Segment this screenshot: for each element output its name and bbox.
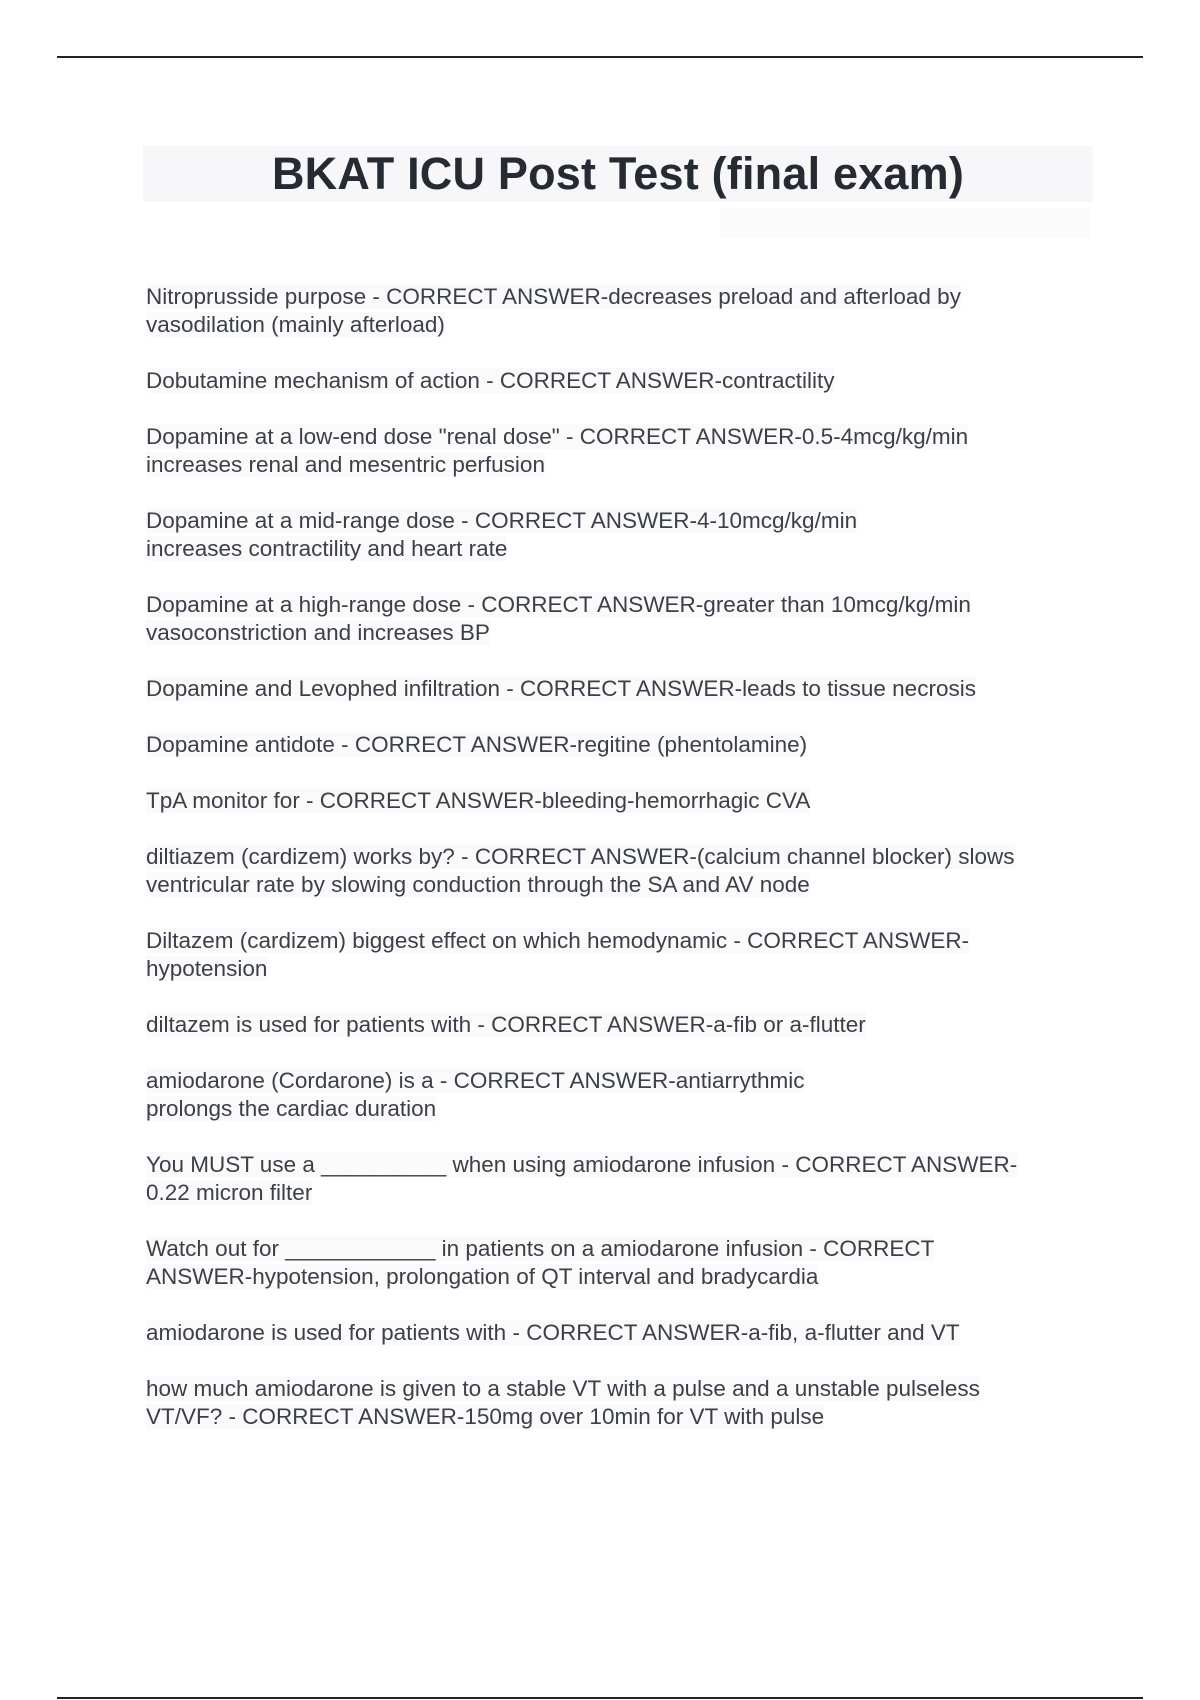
qa-item <box>146 1319 1096 1347</box>
title-shadow <box>720 208 1090 238</box>
qa-text: Dopamine antidote - CORRECT ANSWER-regitine (phentolamine) <box>146 732 808 757</box>
qa-item <box>146 1011 1096 1039</box>
qa-item <box>146 843 1096 899</box>
qa-text: Nitroprusside purpose - CORRECT ANSWER-decreases preload and afterload by <box>146 284 961 309</box>
qa-item <box>146 1067 1096 1123</box>
qa-text: diltiazem (cardizem) works by? - CORRECT ANSWER-(calcium channel blocker) slows <box>146 844 1015 869</box>
qa-item <box>146 591 1096 647</box>
qa-item <box>146 731 1096 759</box>
qa-list <box>146 283 1096 1459</box>
qa-text-continued: increases renal and mesentric perfusion <box>146 452 545 477</box>
qa-text: Dopamine at a high-range dose - CORRECT ANSWER-greater than 10mcg/kg/min <box>146 592 971 617</box>
qa-text-continued: vasoconstriction and increases BP <box>146 620 490 645</box>
qa-text-continued: ANSWER-hypotension, prolongation of QT interval and bradycardia <box>146 1264 819 1289</box>
qa-text-continued: increases contractility and heart rate <box>146 536 508 561</box>
qa-item <box>146 507 1096 563</box>
qa-item <box>146 423 1096 479</box>
qa-text: diltazem is used for patients with - CORRECT ANSWER-a-fib or a-flutter <box>146 1012 866 1037</box>
qa-text-continued: VT/VF? - CORRECT ANSWER-150mg over 10min for VT with pulse <box>146 1404 825 1429</box>
qa-item <box>146 787 1096 815</box>
qa-text-continued: prolongs the cardiac duration <box>146 1096 437 1121</box>
qa-text: TpA monitor for - CORRECT ANSWER-bleeding-hemorrhagic CVA <box>146 788 811 813</box>
qa-text: Dopamine and Levophed infiltration - CORRECT ANSWER-leads to tissue necrosis <box>146 676 976 701</box>
qa-text-continued: vasodilation (mainly afterload) <box>146 312 445 337</box>
qa-item <box>146 283 1096 339</box>
qa-text: Dobutamine mechanism of action - CORRECT ANSWER-contractility <box>146 368 835 393</box>
qa-text: how much amiodarone is given to a stable VT with a pulse and a unstable pulseless <box>146 1376 980 1401</box>
qa-text-continued: hypotension <box>146 956 268 981</box>
qa-text: Watch out for ____________ in patients on a amiodarone infusion - CORRECT <box>146 1236 935 1261</box>
qa-text: You MUST use a __________ when using amiodarone infusion - CORRECT ANSWER- <box>146 1152 1018 1177</box>
qa-text: amiodarone is used for patients with - CORRECT ANSWER-a-fib, a-flutter and VT <box>146 1320 960 1345</box>
bottom-divider <box>57 1697 1143 1699</box>
qa-item <box>146 1375 1096 1431</box>
qa-text: amiodarone (Cordarone) is a - CORRECT ANSWER-antiarrythmic <box>146 1068 805 1093</box>
qa-item <box>146 927 1096 983</box>
qa-text: Dopamine at a mid-range dose - CORRECT ANSWER-4-10mcg/kg/min <box>146 508 858 533</box>
top-divider <box>57 56 1143 58</box>
qa-item <box>146 367 1096 395</box>
qa-text: Diltazem (cardizem) biggest effect on which hemodynamic - CORRECT ANSWER- <box>146 928 970 953</box>
qa-text-continued: ventricular rate by slowing conduction through the SA and AV node <box>146 872 810 897</box>
qa-text: Dopamine at a low-end dose "renal dose" - CORRECT ANSWER-0.5-4mcg/kg/min <box>146 424 969 449</box>
qa-item <box>146 1235 1096 1291</box>
qa-item <box>146 675 1096 703</box>
qa-item <box>146 1151 1096 1207</box>
qa-text-continued: 0.22 micron filter <box>146 1180 313 1205</box>
page-title: BKAT ICU Post Test (final exam) <box>271 148 965 199</box>
